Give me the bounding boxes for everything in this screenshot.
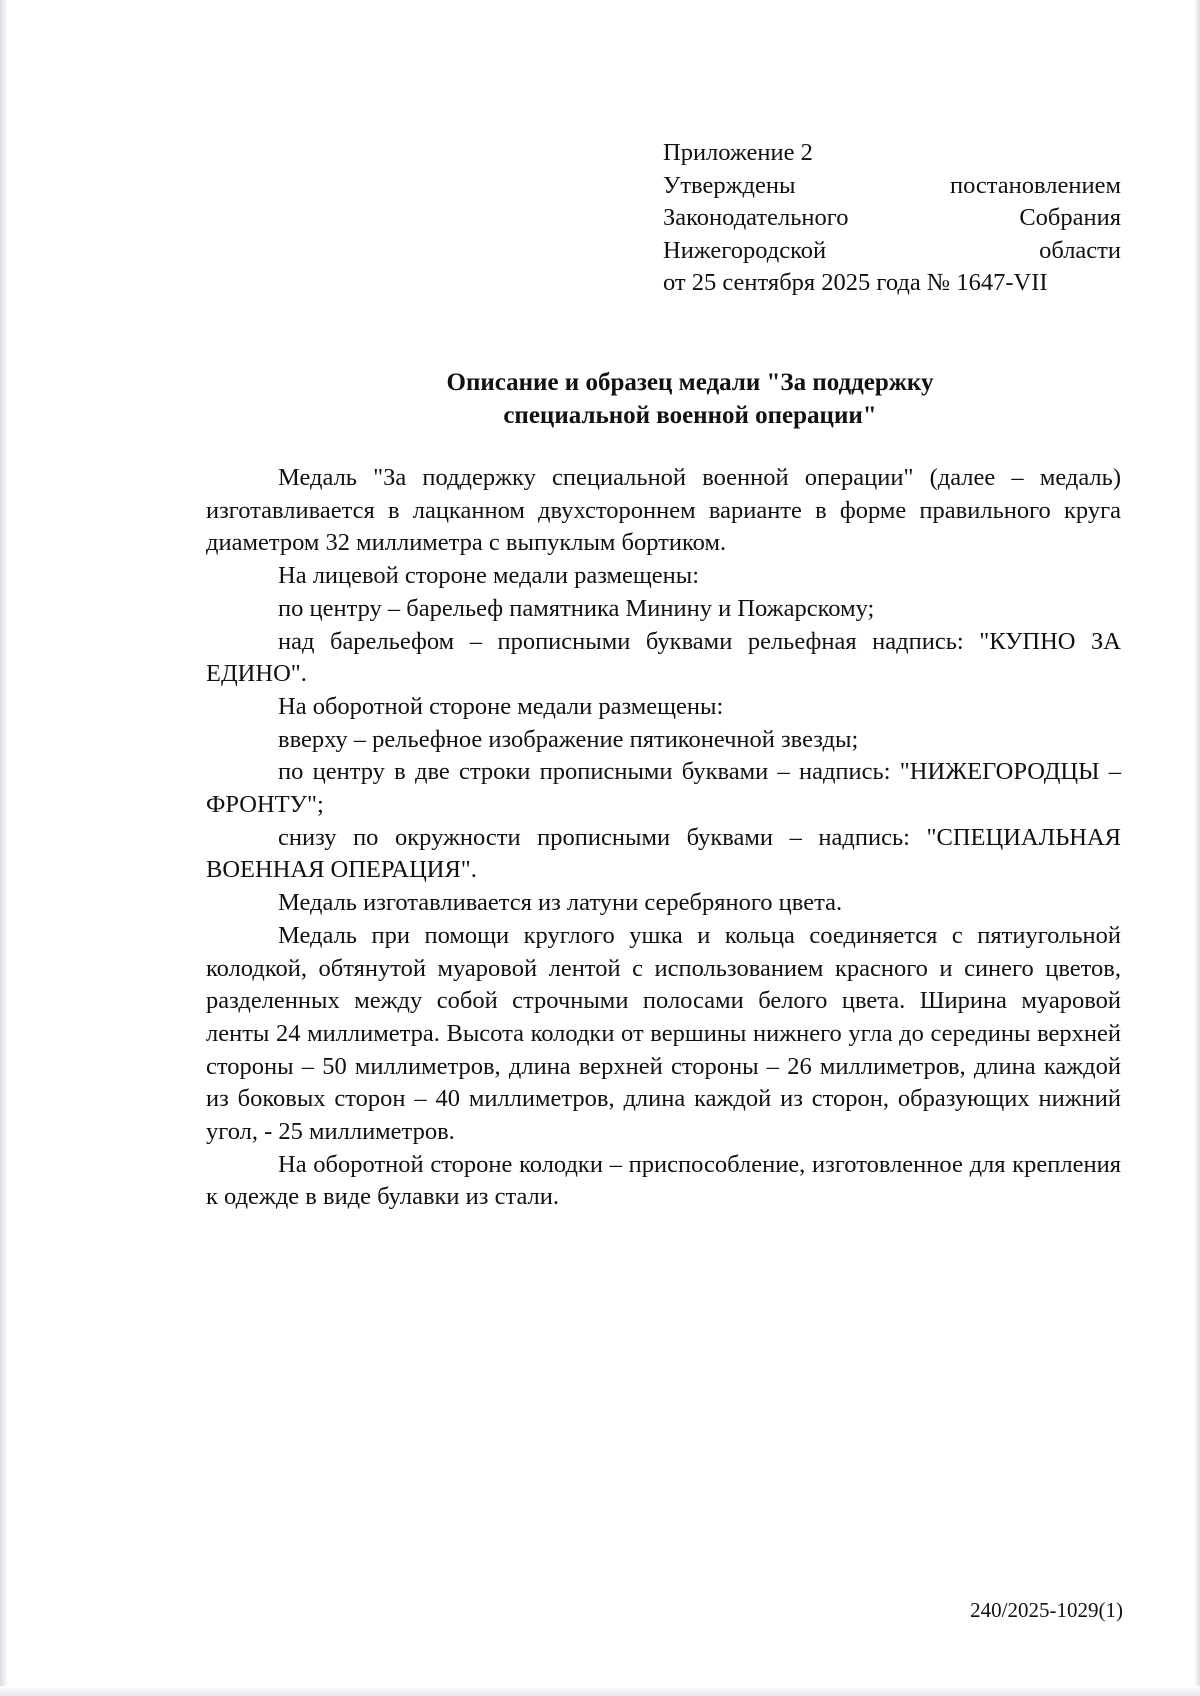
- approval-text: Собрания: [1019, 204, 1121, 231]
- approval-text: области: [1039, 236, 1121, 264]
- paragraph: Медаль "За поддержку специальной военной операции" (далее – медаль) изготавливается в лацканном двухстороннем варианте в форме правильного круга диаметром 32 миллиметра с выпуклым бортиком.: [206, 464, 1121, 557]
- paragraph: На оборотной стороне медали размещены:: [278, 692, 724, 720]
- paragraph: по центру в две строки прописными буквами – надпись: "НИЖЕГОРОДЦЫ – ФРОНТУ";: [206, 758, 1121, 819]
- paragraph: по центру – барельеф памятника Минину и Пожарскому;: [278, 594, 875, 622]
- approval-line: [663, 235, 1121, 268]
- appendix-label: Приложение 2: [663, 139, 813, 166]
- approval-text: Утверждены: [663, 171, 796, 199]
- document-code: 240/2025-1029(1): [970, 1598, 1123, 1622]
- title-line: специальной военной операции": [503, 402, 877, 429]
- document-title: [370, 366, 1010, 432]
- paragraph: На лицевой стороне медали размещены:: [278, 562, 700, 590]
- paragraph: На оборотной стороне колодки – приспособление, изготовленное для крепления к одежде в виде булавки из стали.: [206, 1150, 1121, 1211]
- approval-text: Нижегородской: [663, 236, 827, 264]
- paragraph: над барельефом – прописными буквами рельефная надпись: "КУПНО ЗА ЕДИНО".: [206, 627, 1121, 688]
- paragraph: вверху – рельефное изображение пятиконечной звезды;: [278, 725, 859, 753]
- approval-date-line: от 25 сентября 2025 года № 1647-VII: [663, 269, 1048, 296]
- paragraph: снизу по окружности прописными буквами – надпись: "СПЕЦИАЛЬНАЯ ВОЕННАЯ ОПЕРАЦИЯ".: [206, 823, 1121, 884]
- approval-line: [663, 202, 1121, 235]
- paragraph: Медаль изготавливается из латуни серебряного цвета.: [278, 889, 843, 917]
- approval-line: [663, 170, 1121, 203]
- document-body: [206, 462, 1121, 1214]
- paragraph: Медаль при помощи круглого ушка и кольца соединяется с пятиугольной колодкой, обтянутой муаровой лентой с использованием красного и синего цветов, разделенных между собой строчными полосами белого цвета. Ширина муаровой ленты 24 миллиметра. Высота колодки от вершины нижнего угла до середины верхней стороны – 50 миллиметров, длина верхней стороны – 26 миллиметров, длина каждой из боковых сторон – 40 миллиметров, длина каждой из сторон, образующих нижний угол, - 25 миллиметров.: [206, 921, 1121, 1146]
- approval-text: постановлением: [949, 171, 1121, 199]
- approval-block: [663, 137, 1121, 300]
- title-line: Описание и образец медали "За поддержку: [446, 369, 934, 396]
- approval-text: Законодательного: [663, 204, 849, 231]
